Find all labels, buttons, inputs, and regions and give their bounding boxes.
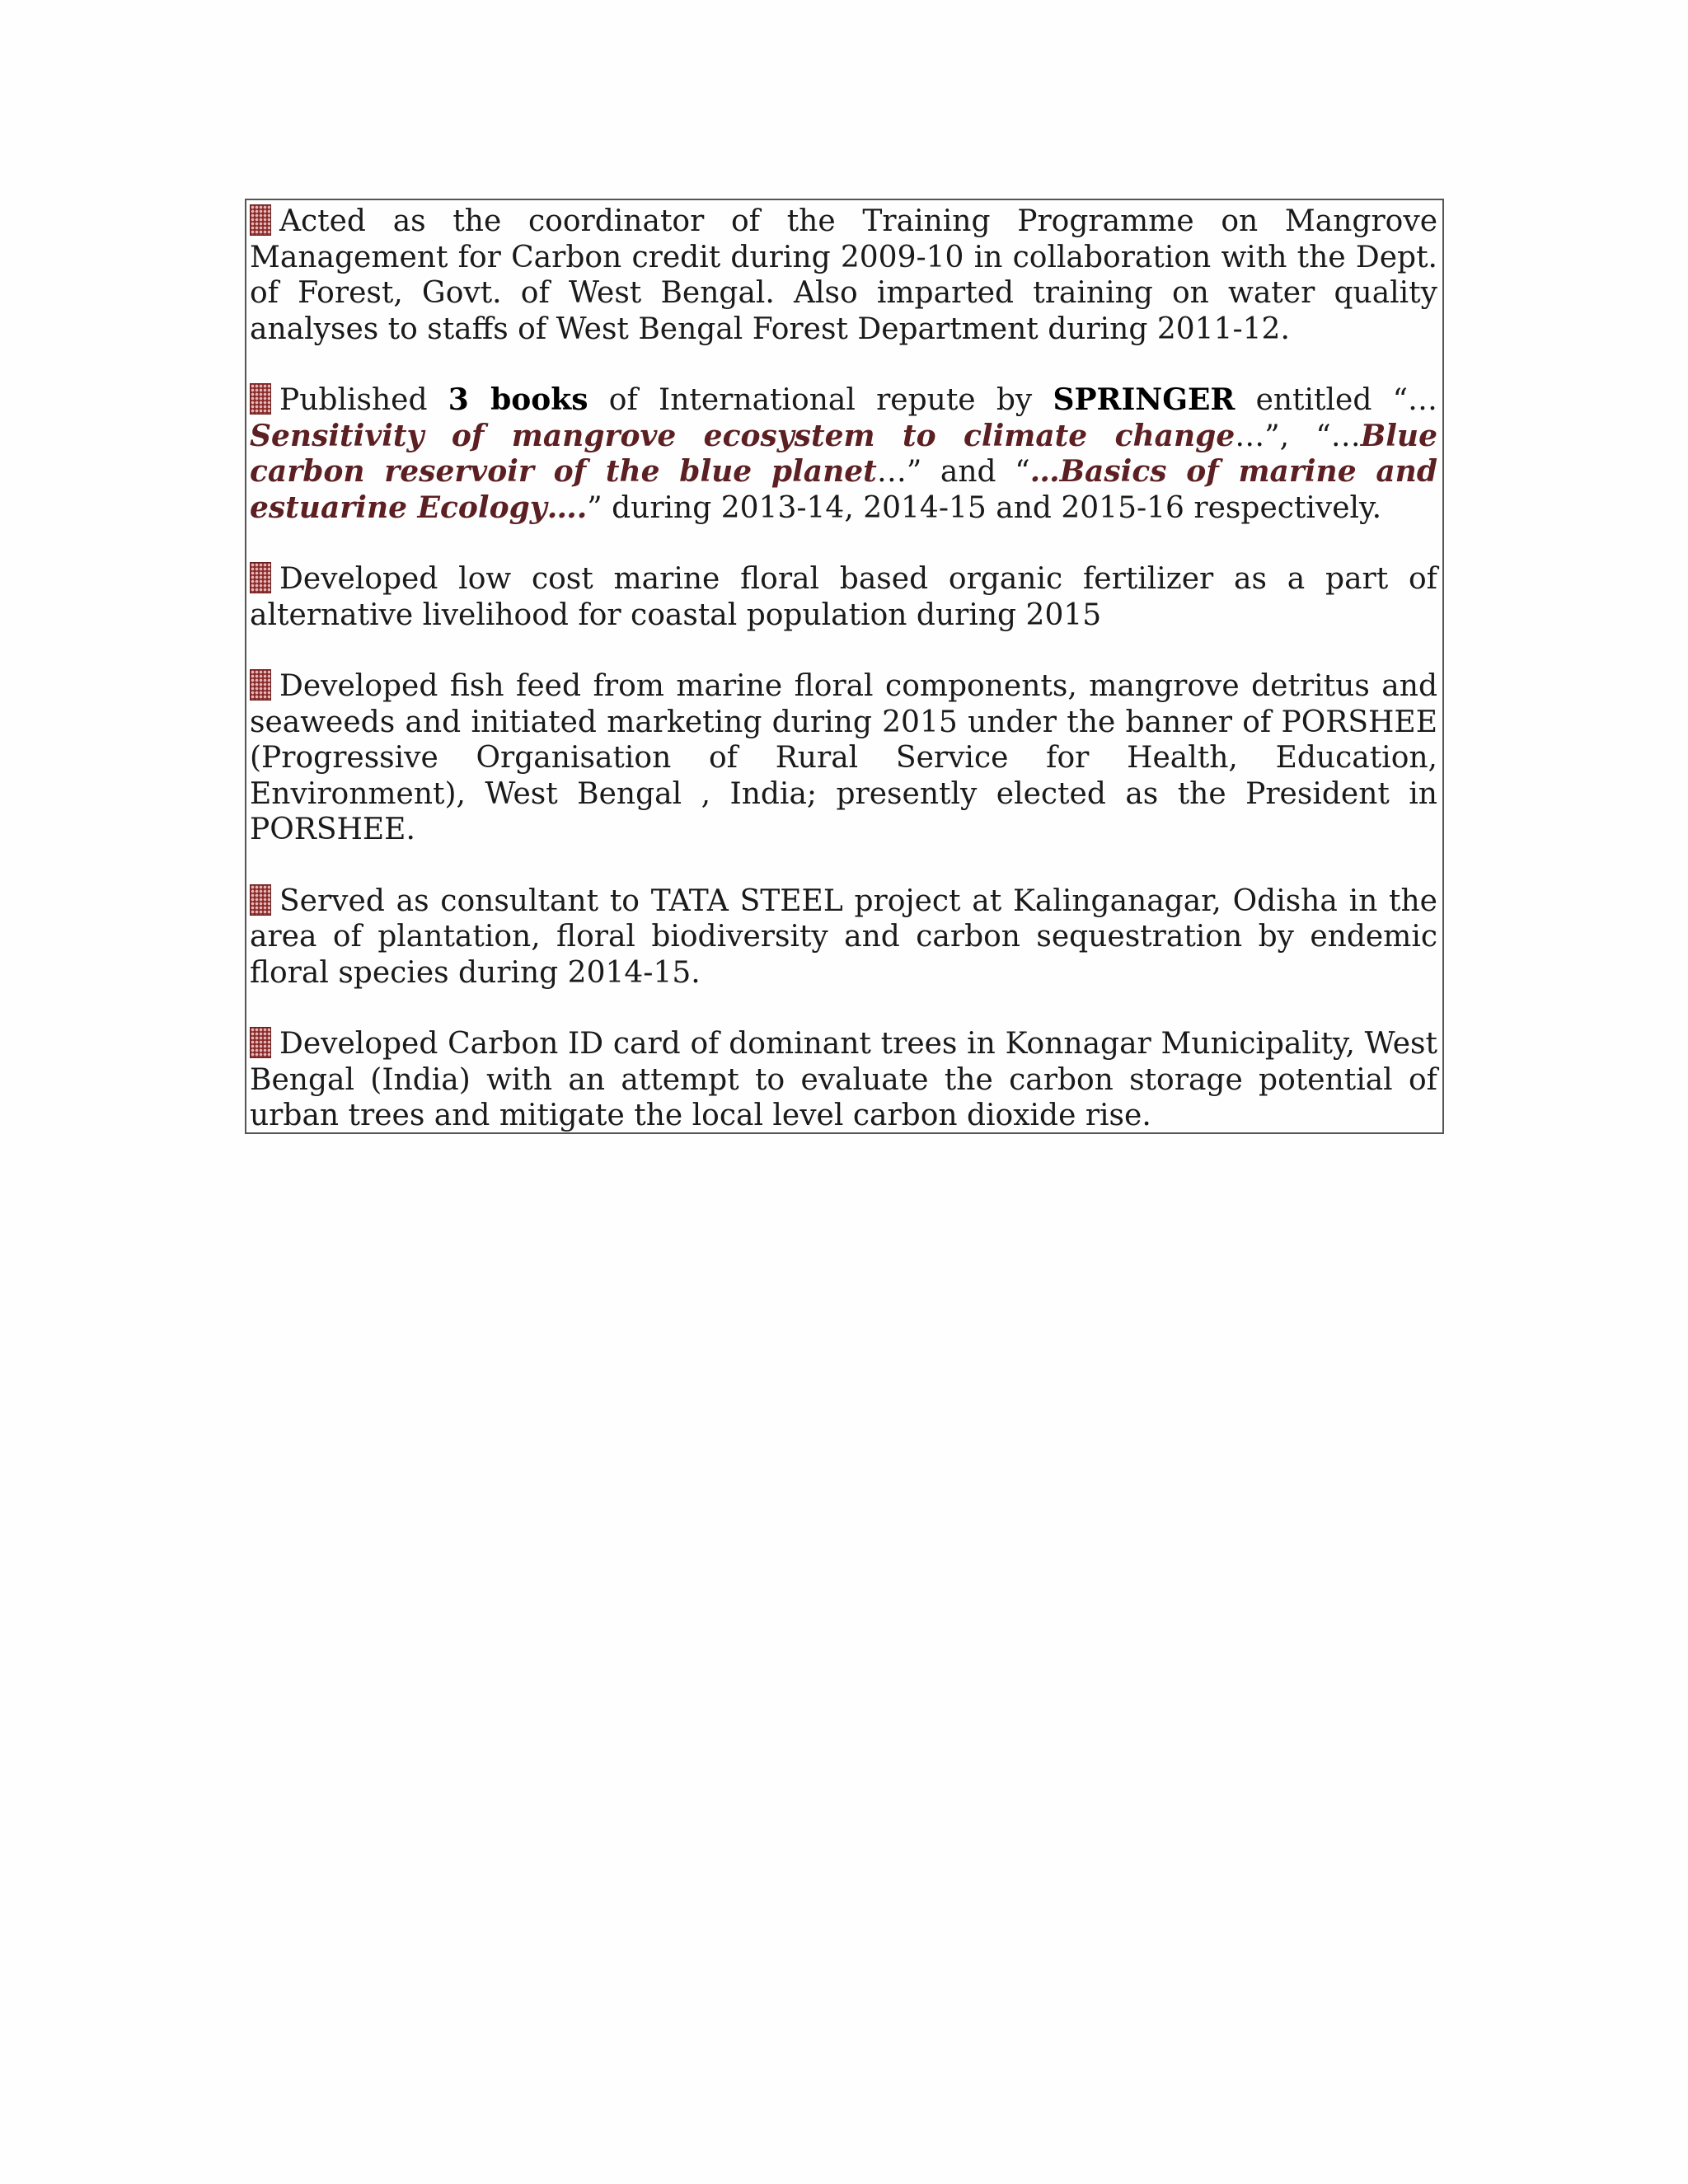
item-text: Acted as the coordinator of the Training Programme on Mangrove Management for Carbon credit during 2009-10 in collaboration with the Dept. of Forest, Govt. of West Bengal. Also imparted training on water quality analyses to staffs of West Bengal Forest Department during 2011-12. [250,204,1437,346]
item-text-plain: of International repute by [588,383,1053,417]
bullet-icon [250,884,271,916]
book-title: Sensitivity of mangrove ecosystem to climate change [250,418,1236,453]
item-text-plain: …” and “ [876,455,1030,489]
item-text-plain: entitled “… [1235,383,1438,417]
list-item [250,204,1437,347]
list-item [250,668,1437,848]
item-text-plain: Published [279,383,448,417]
item-text: Served as consultant to TATA STEEL project at Kalinganagar, Odisha in the area of plantation, floral biodiversity and carbon sequestration by endemic floral species during 2014-15. [250,883,1437,990]
item-text: Developed low cost marine floral based organic fertilizer as a part of alternative livelihood for coastal population during 2015 [250,562,1437,632]
item-text: Developed fish feed from marine floral components, mangrove detritus and seaweeds and initiated marketing during 2015 under the banner of PORSHEE (Progressive Organisation of Rural Service for Health, Education, Environment), West Bengal , India; presently elected as the President in PORSHEE. [250,669,1437,846]
achievements-box [245,199,1444,1134]
item-text: Developed Carbon ID card of dominant trees in Konnagar Municipality, West Bengal (India) with an attempt to evaluate the carbon storage potential of urban trees and mitigate the local level carbon dioxide rise. [250,1027,1437,1132]
book-title: Blue carbon reservoir of the blue planet [250,418,1437,489]
bullet-icon [250,562,271,593]
bullet-icon [250,204,271,236]
item-text-plain: ” during 2013-14, 2014-15 and 2015-16 respectively. [587,490,1382,525]
list-item [250,883,1437,991]
list-item [250,561,1437,633]
bullet-icon [250,383,271,415]
bullet-icon [250,1027,271,1058]
book-title: …Basics of marine and estuarine Ecology…. [250,454,1438,525]
list-item [250,382,1437,526]
item-text-plain: …”, “… [1235,419,1361,453]
publisher-name: SPRINGER [1053,382,1236,417]
item-text-bold: 3 books [448,382,588,417]
bullet-icon [250,669,271,701]
list-item [250,1026,1437,1134]
